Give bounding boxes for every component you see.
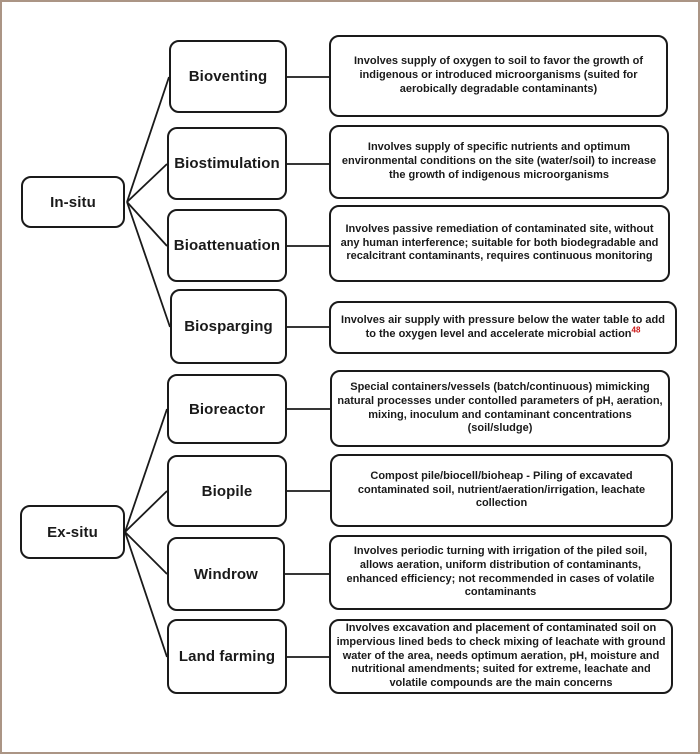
method-label: Land farming	[178, 648, 276, 665]
method-label: Bioattenuation	[173, 237, 281, 254]
description-text: Involves supply of specific nutrients and optimum environmental conditions on the site (water/soil) to increase the growth of indigenous microorganisms	[341, 141, 657, 181]
description-box-bioattenuation	[329, 205, 670, 282]
description-box-biosparging	[329, 301, 677, 354]
connector-in-situ-biosparging	[127, 202, 170, 327]
method-box-biosparging	[170, 289, 287, 364]
connector-ex-situ-bioreactor	[125, 409, 167, 532]
method-box-bioreactor	[167, 374, 287, 444]
method-box-bioventing	[169, 40, 287, 113]
description-text: Involves air supply with pressure below the water table to add to the oxygen level and accelerate microbial action$^{48}$	[341, 313, 665, 340]
method-box-bioattenuation	[167, 209, 287, 282]
description-text: Involves passive remediation of contaminated site, without any human interference; suitable for both biodegradable and recalcitrant contaminants, requires continuous monitoring	[340, 222, 659, 263]
method-label: Bioreactor	[188, 400, 266, 418]
connector-in-situ-biostimulation	[127, 164, 167, 202]
method-label: Bioventing	[188, 68, 268, 85]
description-text: Involves excavation and placement of contaminated soil on impervious lined beds to check mixing of leachate with ground water of the area, needs optimum aeration, pH, moisture and nutritional amendments; suited for extreme, leachate and volatile compounds are the main concerns	[336, 622, 666, 690]
description-text: Involves periodic turning with irrigation of the piled soil, allows aeration, uniform distribution of contaminants, enhanced efficiency; not recommended in cases of volatile contaminants	[346, 545, 655, 599]
category-label: Ex-situ	[47, 523, 98, 541]
description-box-windrow	[329, 535, 672, 610]
method-box-biopile	[167, 455, 287, 527]
description-box-land-farming	[329, 619, 673, 694]
connector-ex-situ-windrow	[125, 532, 167, 574]
description-box-bioreactor	[330, 370, 670, 447]
category-box-in-situ	[21, 176, 125, 228]
description-box-biopile	[330, 454, 673, 527]
description-text: Compost pile/biocell/bioheap - Piling of excavated contaminated soil, nutrient/aeration/irrigation, leachate collection	[357, 469, 646, 510]
description-box-bioventing	[329, 35, 668, 117]
method-box-windrow	[167, 537, 285, 611]
description-box-biostimulation	[329, 125, 669, 199]
connector-in-situ-bioattenuation	[127, 202, 167, 246]
method-label: Windrow	[194, 565, 258, 583]
method-label: Biosparging	[184, 318, 273, 335]
connector-ex-situ-biopile	[125, 491, 167, 532]
description-text: Special containers/vessels (batch/continuous) mimicking natural processes under contolled parameters of pH, aeration, mixing, inoculum and contaminant concentrations (soil/sludge)	[337, 381, 663, 435]
category-label: In-situ	[50, 193, 96, 211]
connector-ex-situ-land-farming	[125, 532, 167, 657]
method-label: Biostimulation	[174, 155, 280, 172]
category-box-ex-situ	[20, 505, 125, 559]
connector-in-situ-bioventing	[127, 77, 169, 202]
method-box-land-farming	[167, 619, 287, 694]
method-label: Biopile	[201, 482, 253, 500]
method-box-biostimulation	[167, 127, 287, 200]
description-text: Involves supply of oxygen to soil to favor the growth of indigenous or introduced microorganisms (suited for aerobically degradable contaminants)	[353, 55, 644, 95]
reference-superscript: 48	[631, 324, 641, 334]
